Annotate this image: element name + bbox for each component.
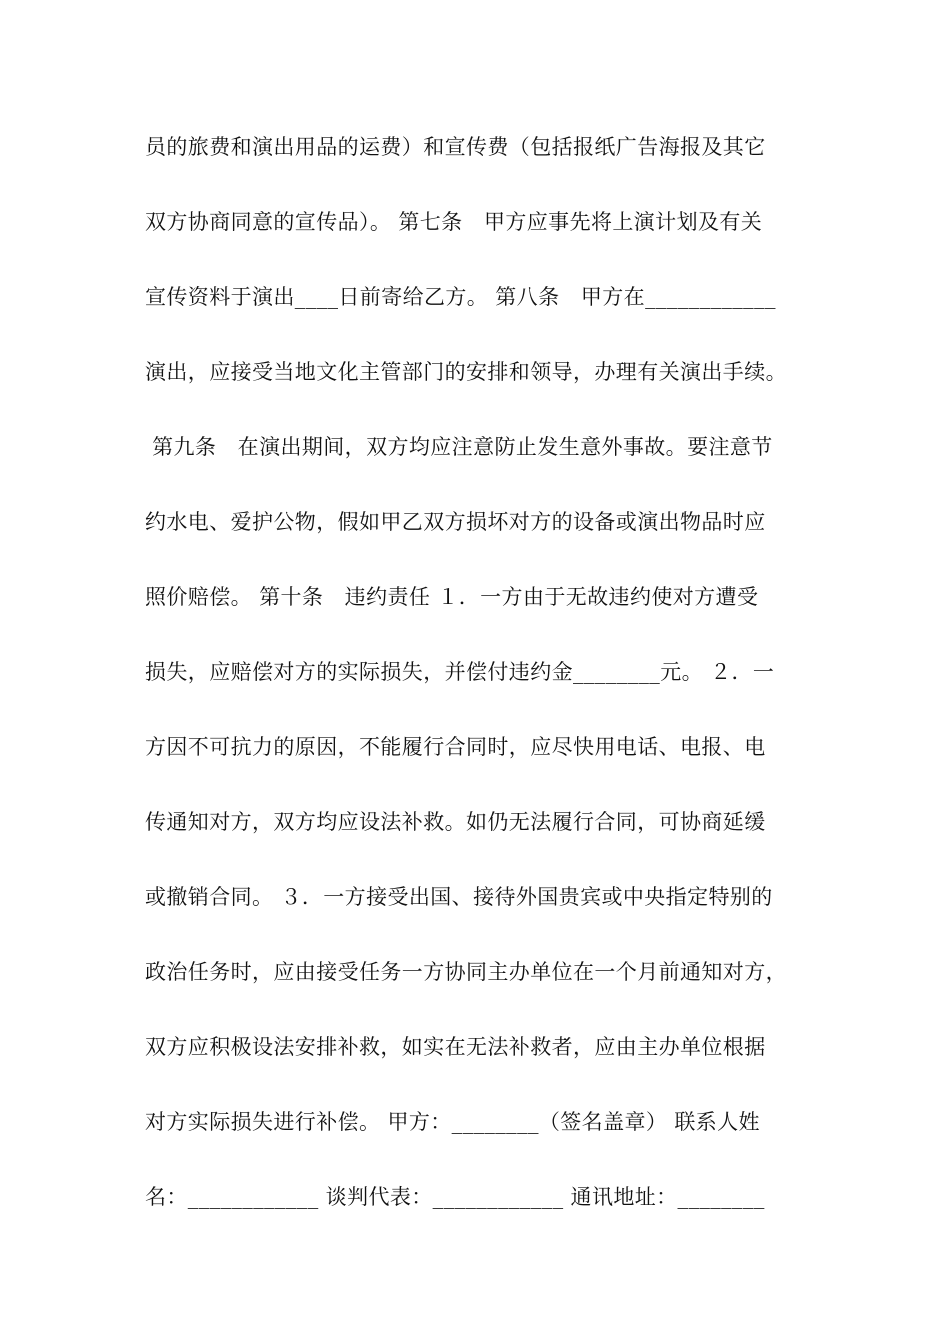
text-line: 宣传资料于演出____日前寄给乙方。 第八条 甲方在____________ xyxy=(145,285,776,309)
text-line: 传通知对方，双方均应设法补救。如仍无法履行合同，可协商延缓 xyxy=(145,810,766,834)
text-line: 政治任务时，应由接受任务一方协同主办单位在一个月前通知对方， xyxy=(145,960,787,984)
text-line: 双方协商同意的宣传品）。 第七条 甲方应事先将上演计划及有关 xyxy=(145,210,763,234)
contract-body-text xyxy=(145,124,815,1249)
text-line: 第九条 在演出期间，双方均应注意防止发生意外事故。要注意节 xyxy=(145,435,773,459)
text-line: 名：____________ 谈判代表：____________ 通讯地址：________ xyxy=(145,1185,765,1209)
text-line: 双方应积极设法安排补救，如实在无法补救者，应由主办单位根据 xyxy=(145,1035,766,1059)
text-line: 方因不可抗力的原因，不能履行合同时，应尽快用电话、电报、电 xyxy=(145,735,766,759)
text-line: 损失，应赔偿对方的实际损失，并偿付违约金________元。 ２．一 xyxy=(145,660,775,684)
text-line: 照价赔偿。 第十条 违约责任 １．一方由于无故违约使对方遭受 xyxy=(145,585,759,609)
text-line: 对方实际损失进行补偿。 甲方：________（签名盖章） 联系人姓 xyxy=(145,1110,760,1134)
text-line: 约水电、爱护公物，假如甲乙双方损坏对方的设备或演出物品时应 xyxy=(145,510,766,534)
text-line: 员的旅费和演出用品的运费）和宣传费（包括报纸广告海报及其它 xyxy=(145,135,766,159)
text-line: 演出，应接受当地文化主管部门的安排和领导，办理有关演出手续。 xyxy=(145,360,787,384)
text-line: 或撤销合同。 ３．一方接受出国、接待外国贵宾或中央指定特别的 xyxy=(145,885,773,909)
